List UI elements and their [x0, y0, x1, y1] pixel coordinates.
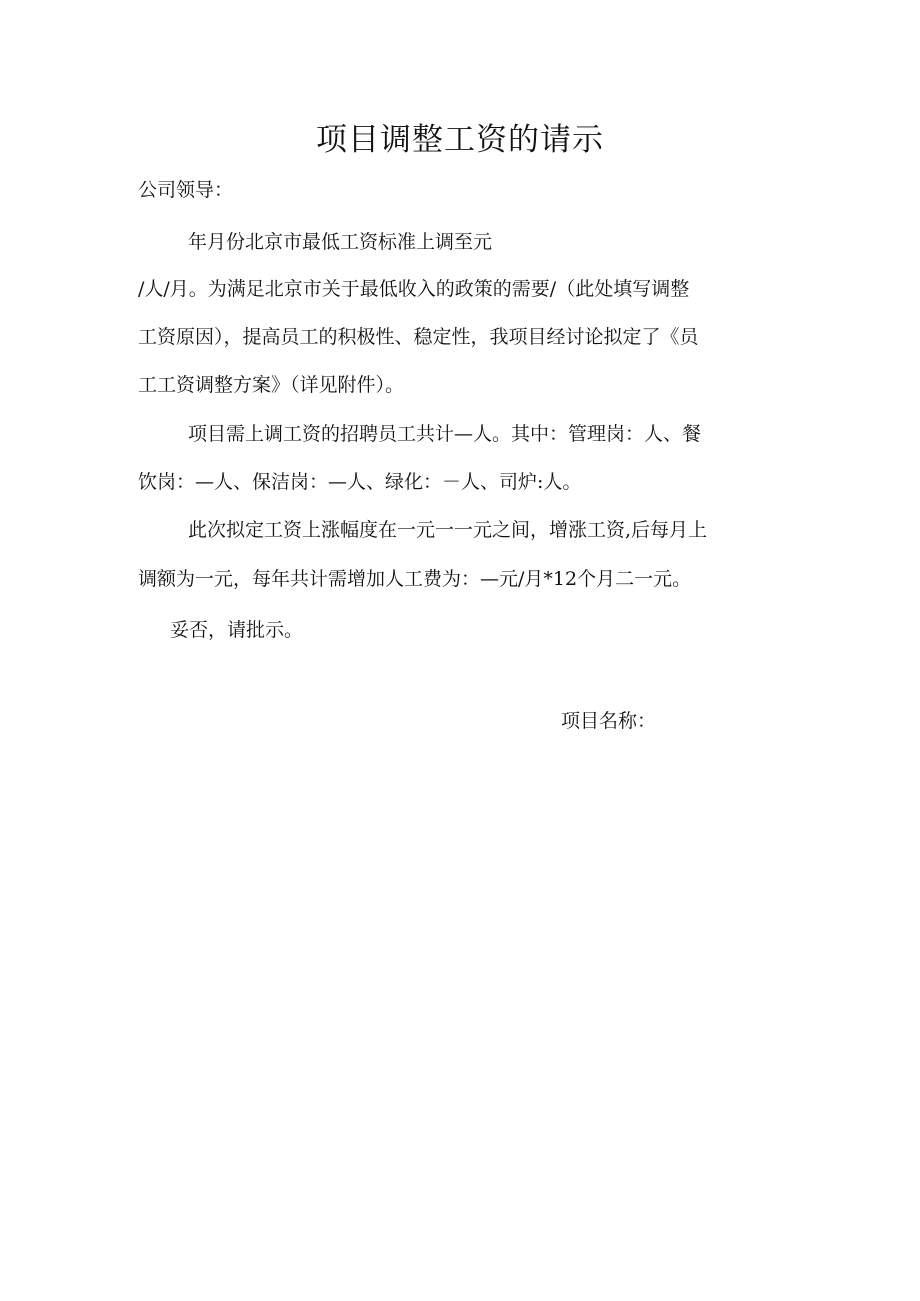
page-title: 项目调整工资的请示 [316, 122, 604, 158]
project-name-label: 项目名称： [561, 710, 657, 732]
paragraph-2-line-1: 项目需上调工资的招聘员工共计—人。其中：管理岗：人、餐 [188, 423, 702, 445]
paragraph-1-line-3: 工资原因），提高员工的积极性、稳定性，我项目经讨论拟定了《员 [138, 326, 699, 348]
paragraph-1-line-2: /人/月。为满足北京市关于最低收入的政策的需要/（此处填写调整 [138, 278, 690, 300]
paragraph-2-line-2: 饮岗：—人、保洁岗：—人、绿化：－人、司炉:人。 [138, 471, 582, 493]
paragraph-3-line-1: 此次拟定工资上涨幅度在一元一一元之间，增涨工资,后每月上 [188, 519, 708, 541]
paragraph-1-line-1: 年月份北京市最低工资标准上调至元 [188, 231, 493, 253]
closing-request: 妥否，请批示。 [170, 619, 304, 641]
salutation: 公司领导： [138, 179, 234, 201]
paragraph-3-line-2: 调额为一元，每年共计需增加人工费为：—元/月*12个月二一元。 [138, 568, 692, 590]
paragraph-1-line-4: 工工资调整方案》（详见附件）。 [138, 374, 405, 396]
